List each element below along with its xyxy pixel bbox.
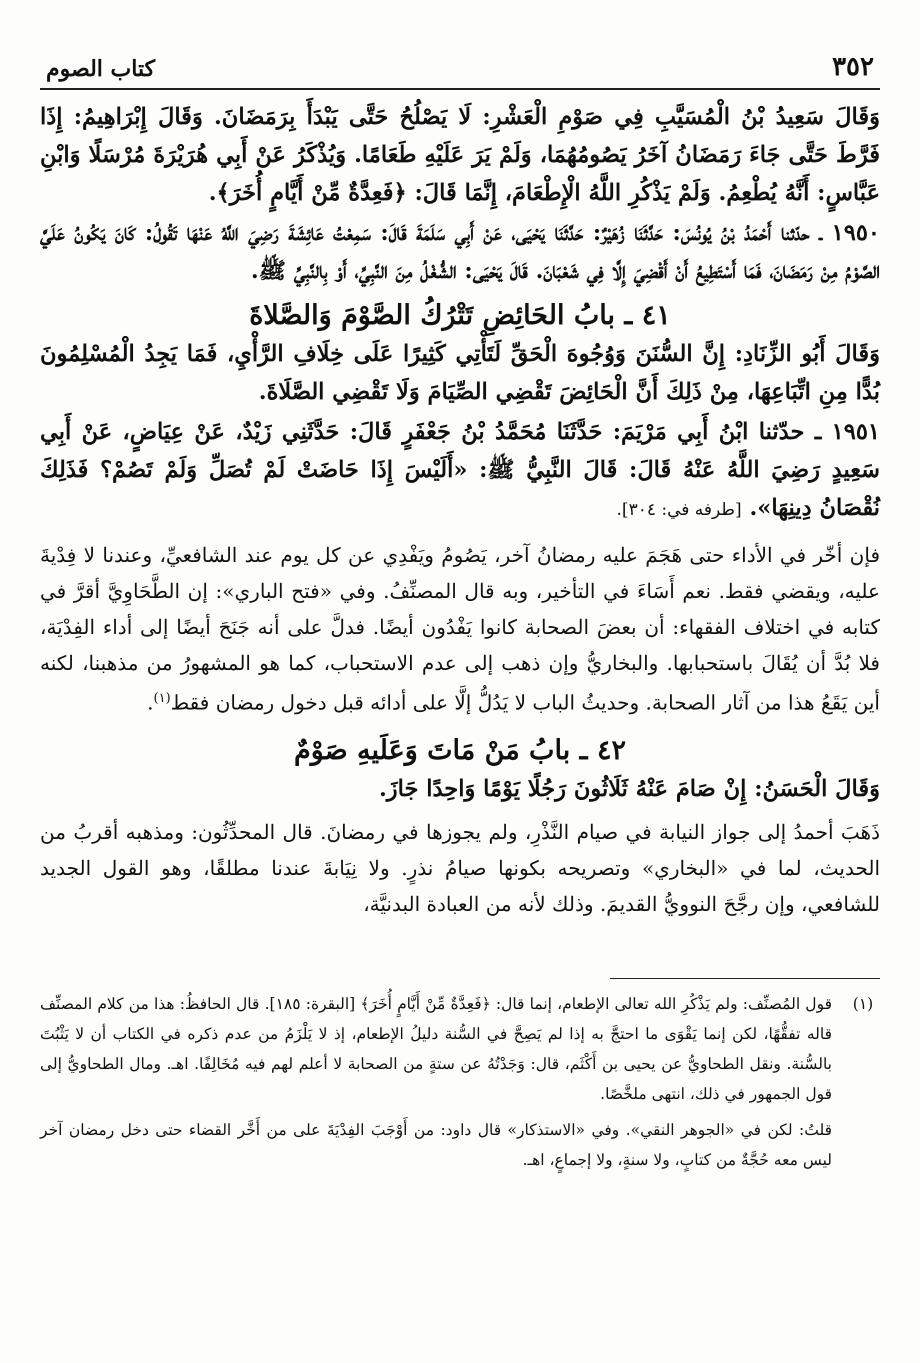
footnote-marker[interactable]: (١) bbox=[153, 691, 171, 706]
footnote-continuation: قلتُ: لكن في «الجوهر النقي». وفي «الاستذكار» قال داود: من أَوْجَبَ الفِدْيَةَ على من أَخَّر القضاء حتى دخل رمضان آخر ليس معه حُجَّةٌ من كتابٍ، ولا سنةٍ، ولا إجماعٍ، اهـ. bbox=[40, 1120, 832, 1169]
cross-reference: [طرفه في: ٣٠٤]. bbox=[616, 500, 742, 520]
hadith-1951 bbox=[40, 413, 880, 529]
commentary-paragraph-1: فإن أخّر في الأداء حتى هَجَمَ عليه رمضانُ آخر، يَصُومُ ويَفْدِي عن كل يوم عند الشافعيِّ، وعندنا لا فِدْيةَ عليه، ويقضي فقط. نعم أَسَاءَ في التأخير، وبه قال المصنِّفُ. وفي «فتح الباري»: إن الطَّحَاوِيَّ أقرَّ في كتابه في اختلاف الفقهاء: أن بعضَ الصحابة كانوا يَفْدُون أيضًا. فدلَّ على أنه جَنَحَ أيضًا إلى أداء الفِدْيَة، فلا بُدَّ أن يُقَالَ باستحبابها. والبخاريُّ وإن ذهب إلى عدم الاستحباب، كما هو المشهورُ من مذهبنا، لكنه أين يَقَعُ هذا من آثار الصحابة. وحديثُ الباب لا يَدُلُّ إلَّا على أدائه قبل دخول رمضان فقط$^{(١)}$. bbox=[40, 543, 880, 715]
hadith-1951-text: ١٩٥١ ـ حدّثنا ابْنُ أَبِي مَرْيَمَ: حَدَّثَنَا مُحَمَّدُ بْنُ جَعْفَرٍ قَالَ: حَدَّثَنِي زَيْدٌ، عَنْ عِيَاضٍ، عَنْ أَبِي سَعِيدٍ رَضِيَ اللَّهُ عَنْهُ قَالَ: قَالَ النَّبِيُّ ﷺ: «أَلَيْسَ إِذَا حَاضَتْ لَمْ تُصَلِّ وَلَمْ تَصُمْ؟ فَذَلِكَ نُقْصَانُ دِينِهَا». bbox=[40, 419, 880, 521]
footnote-1 bbox=[40, 989, 880, 1109]
page-number: ٣٥٢ bbox=[832, 52, 874, 82]
paragraph-athar-saeed: وَقَالَ سَعِيدُ بْنُ الْمُسَيَّبِ فِي صَوْمِ الْعَشْرِ: لَا يَصْلُحُ حَتَّى يَبْدَأَ بِرَمَضَانَ. وَقَالَ إِبْرَاهِيمُ: إِذَا فَرَّطَ حَتَّى جَاءَ رَمَضَانُ آخَرُ يَصُومُهُمَا، وَلَمْ يَرَ عَلَيْهِ طَعَامًا. وَيُذْكَرُ عَنْ أَبِي هُرَيْرَةَ مُرْسَلًا وَابْنِ عَبَّاسٍ: أَنَّهُ يُطْعِمُ. وَلَمْ يَذْكُرِ اللَّهُ الْإِطْعَامَ، إِنَّمَا قَالَ: ﴿فَعِدَّةٌ مِّنْ أَيَّامٍ أُخَرَ﴾. bbox=[40, 104, 880, 206]
main-text bbox=[40, 98, 880, 922]
running-header bbox=[40, 52, 880, 90]
footnote-number: (١) bbox=[852, 994, 874, 1013]
chapter-heading-41: ٤١ ـ بابُ الحَائِضِ تَتْرُكُ الصَّوْمَ وَالصَّلاةَ bbox=[249, 300, 671, 331]
running-title: كتاب الصوم bbox=[46, 56, 156, 82]
footnote-separator bbox=[610, 978, 880, 979]
commentary-1-text: فإن أخّر في الأداء حتى هَجَمَ عليه رمضانُ آخر، يَصُومُ ويَفْدِي عن كل يوم عند الشافعيِّ، وعندنا لا فِدْيةَ عليه، ويقضي فقط. نعم أَسَاءَ في التأخير، وبه قال المصنِّفُ. وفي «فتح الباري»: إن الطَّحَاوِيَّ أقرَّ في كتابه في اختلاف الفقهاء: أن بعضَ الصحابة كانوا يَفْدُون أيضًا. فدلَّ على أنه جَنَحَ أيضًا إلى أداء الفِدْيَة، فلا بُدَّ أن يُقَالَ باستحبابها. والبخاريُّ وإن ذهب إلى عدم الاستحباب، كما هو المشهورُ من مذهبنا، لكنه أين يَقَعُ هذا من آثار الصحابة. وحديثُ الباب لا يَدُلُّ إلَّا على أدائه قبل دخول رمضان فقط bbox=[40, 543, 880, 715]
chapter-heading-42: ٤٢ ـ بابُ مَنْ مَاتَ وَعَلَيهِ صَوْمٌ bbox=[294, 734, 626, 766]
paragraph-abu-zinad: وَقَالَ أَبُو الزِّنَادِ: إِنَّ السُّنَنَ وَوُجُوهَ الْحَقِّ لَتَأْتِي كَثِيرًا عَلَى خِلَافِ الرَّأْيِ، فَمَا يَجِدُ الْمُسْلِمُونَ بُدًّا مِنِ اتِّبَاعِهَا، مِنْ ذَلِكَ أَنَّ الْحَائِضَ تَقْضِي الصِّيَامَ وَلَا تَقْضِي الصَّلَاةَ. bbox=[40, 341, 880, 405]
commentary-paragraph-2: ذَهَبَ أحمدُ إلى جواز النيابة في صيام النَّذْرِ، ولم يجوزها في رمضانَ. قال المحدِّثُون: ومذهبه أقربُ من الحديث، لما في «البخاري» وتصريحه بكونها صيامُ نذرٍ. ولا نِيَابةَ عندنا مطلقًا، وهو القول الجديد للشافعي، وإن رجَّحَ النوويُّ القديمَ. وذلك لأنه من العبادة البدنيَّة، bbox=[40, 819, 880, 916]
footnotes bbox=[40, 989, 880, 1175]
footnote-text: قول المُصنِّف: ولم يَذْكُرِ الله تعالى الإطعام، إنما قال: ﴿فَعِدَّةٌ مِّنْ أَيَّامٍ أُخَرَ﴾ [البقرة: ١٨٥]. قال الحافظُ: هذا من كلام المصنِّف قاله تفقُّهًا، لكن إنما يَقْوَى ما احتجَّ به إذا لم يَصِحَّ في السُّنة دليلُ الإطعام، إذ لا يَلْزَمُ من عدم ذكره في الكتاب أن لا يَثْبُتَ بالسُّنة. ونقل الطحاويُّ عن يحيى بن أَكْثَم، قال: وَجَدْتُهُ عن ستةٍ من الصحابة لا أعلم لهم فيه مُخَالِفًا. اهـ. ومال الطحاويُّ إلى قول الجمهور في ذلك، انتهى ملخَّصًا. bbox=[40, 994, 832, 1103]
hadith-1950: ١٩٥٠ ـ حدّثنا أَحْمَدُ بْنُ يُونُسَ: حَدَّثَنَا زُهَيْرٌ: حَدَّثَنَا يَحْيَى، عَنْ أَبِي سَلَمَةَ قَالَ: سَمِعْتُ عَائِشَةَ رَضِيَ اللَّهُ عَنْهَا تَقُولُ: كَانَ يَكُونُ عَلَيَّ الصَّوْمُ مِنْ رَمَضَانَ، فَمَا أَسْتَطِيعُ أَنْ أَقْضِيَ إِلَّا فِي شَعْبَانَ. قَالَ يَحْيَى: الشُّغْلُ مِنَ النَّبِيِّ، أَوْ بِالنَّبِيِّ ﷺ. bbox=[40, 220, 880, 284]
paragraph-hasan: وَقَالَ الْحَسَنُ: إِنْ صَامَ عَنْهُ ثَلَاثُونَ رَجُلًا يَوْمًا وَاحِدًا جَازَ. bbox=[378, 775, 880, 802]
